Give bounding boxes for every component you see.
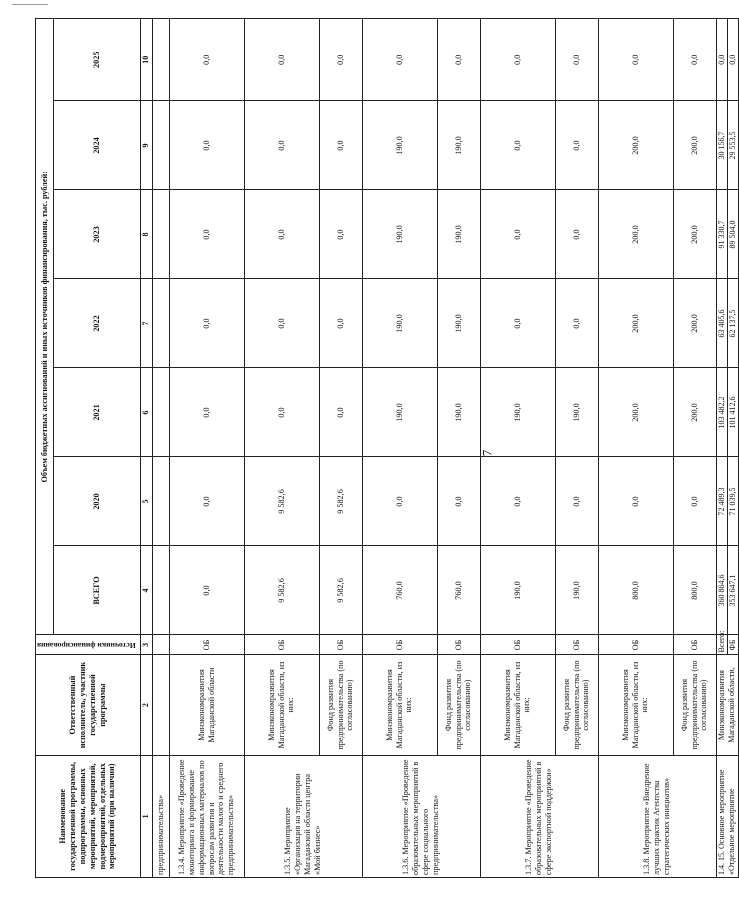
row-value: 0,0 — [480, 190, 555, 279]
row-value: 0,0 — [555, 457, 598, 546]
row-value: 0,0 — [362, 457, 437, 546]
row-source: ОБ — [244, 635, 319, 655]
row-value: 63 405,6 — [716, 279, 727, 368]
row-value — [152, 546, 169, 635]
row-responsible: Минэкономразвития Магаданской области, из них: — [598, 655, 673, 755]
row-source: ОБ — [555, 635, 598, 655]
row-responsible: Минэкономразвития Магаданской области — [169, 655, 244, 755]
row-value: 190,0 — [362, 101, 437, 190]
row-name: 1.4. 15. Основное мероприятие «Отдельное мероприятие — [716, 755, 738, 877]
row-value: 190,0 — [362, 279, 437, 368]
column-number-2: 3 — [140, 635, 152, 655]
row-value: 800,0 — [598, 546, 673, 635]
row-source: ОБ — [480, 635, 555, 655]
row-responsible — [152, 655, 169, 755]
row-value: 190,0 — [437, 101, 480, 190]
column-number-8: 9 — [140, 101, 152, 190]
row-value: 0,0 — [555, 279, 598, 368]
row-value: 0,0 — [319, 190, 362, 279]
row-value: 760,0 — [437, 546, 480, 635]
row-value: 0,0 — [598, 19, 673, 101]
row-value: 0,0 — [169, 546, 244, 635]
row-value: 0,0 — [437, 457, 480, 546]
row-name: предпринимательства» — [152, 755, 169, 877]
row-responsible: Минэкономразвития Магаданской области, из них: — [362, 655, 437, 755]
row-value: 62 137,5 — [727, 279, 738, 368]
row-value: 101 412,6 — [727, 368, 738, 457]
row-value: 72 489,3 — [716, 457, 727, 546]
page-number: 7 — [479, 449, 495, 457]
header-year-4: 2023 — [53, 190, 140, 279]
row-value: 71 039,5 — [727, 457, 738, 546]
table-row — [319, 19, 362, 878]
row-value — [152, 368, 169, 457]
table-row — [244, 19, 319, 878]
row-value: 9 582,6 — [244, 546, 319, 635]
row-value: 91 330,7 — [716, 190, 727, 279]
row-value: 0,0 — [169, 101, 244, 190]
row-value: 0,0 — [727, 19, 738, 101]
table-row — [362, 19, 437, 878]
row-name: 1.3.6. Мероприятие «Проведение образовательных мероприятий в сфере социального предпринимательства» — [362, 755, 480, 877]
row-source: ОБ — [598, 635, 673, 655]
table-row — [555, 19, 598, 878]
row-value: 103 482,2 — [716, 368, 727, 457]
row-value: 0,0 — [362, 19, 437, 101]
row-value: 0,0 — [673, 457, 716, 546]
row-value: 200,0 — [598, 190, 673, 279]
table-row — [598, 19, 673, 878]
row-value — [152, 101, 169, 190]
row-value: 200,0 — [673, 368, 716, 457]
row-value: 0,0 — [480, 279, 555, 368]
row-value: 200,0 — [598, 368, 673, 457]
row-value: 200,0 — [673, 101, 716, 190]
row-value: 200,0 — [598, 279, 673, 368]
header-year-1: 2020 — [53, 457, 140, 546]
row-value — [152, 457, 169, 546]
row-value: 0,0 — [169, 279, 244, 368]
row-value: 89 504,0 — [727, 190, 738, 279]
row-source: ОБ — [362, 635, 437, 655]
table-row — [673, 19, 716, 878]
table-row — [480, 19, 555, 878]
row-value: 0,0 — [244, 279, 319, 368]
row-value: 0,0 — [480, 457, 555, 546]
row-value: 0,0 — [169, 19, 244, 101]
row-value: 190,0 — [555, 546, 598, 635]
row-value — [152, 190, 169, 279]
row-value: 29 553,5 — [727, 101, 738, 190]
row-source: ОБ — [169, 635, 244, 655]
row-value: 190,0 — [437, 190, 480, 279]
column-number-7: 8 — [140, 190, 152, 279]
row-name: 1.3.8. Мероприятие «Внедрение лучших практик Агентства стратегических инициатив» — [598, 755, 716, 877]
rotated-sheet — [35, 18, 737, 878]
row-responsible: Фонд развития предпринимательства (по согласованию) — [673, 655, 716, 755]
row-name: 1.3.7. Мероприятие «Проведение образовательных мероприятий в сфере экспортной поддержки» — [480, 755, 598, 877]
row-value: 9 582,6 — [319, 457, 362, 546]
row-value: 9 582,6 — [319, 546, 362, 635]
row-value: 0,0 — [555, 190, 598, 279]
row-value: 0,0 — [169, 368, 244, 457]
row-value — [152, 279, 169, 368]
row-responsible: Минэкономразвития Магаданской области, из них: — [480, 655, 555, 755]
row-value: 0,0 — [480, 101, 555, 190]
row-value: 190,0 — [362, 190, 437, 279]
header-year-0: ВСЕГО — [53, 546, 140, 635]
row-value: 0,0 — [244, 368, 319, 457]
column-number-5: 6 — [140, 368, 152, 457]
row-value: 0,0 — [555, 19, 598, 101]
row-value: 0,0 — [598, 457, 673, 546]
row-source: ФБ — [727, 635, 738, 655]
row-value: 353 647,1 — [727, 546, 738, 635]
row-name: 1.3.4. Мероприятие «Проведение мониторинга и формирование информационных материалов по вопросам развития и деятельности малого и среднего предпринимательства» — [169, 755, 244, 877]
table-row — [152, 19, 169, 878]
column-number-1: 2 — [140, 655, 152, 755]
row-value: 360 864,6 — [716, 546, 727, 635]
row-value: 190,0 — [480, 368, 555, 457]
column-number-3: 4 — [140, 546, 152, 635]
row-value: 190,0 — [437, 368, 480, 457]
row-value: 200,0 — [673, 279, 716, 368]
funding-table — [35, 18, 739, 878]
row-value: 0,0 — [480, 19, 555, 101]
row-value: 800,0 — [673, 546, 716, 635]
header-year-2: 2021 — [53, 368, 140, 457]
header-responsible: Ответственный исполнитель, участник государственной программы — [36, 655, 141, 755]
header-name: Наименование государственной программы, подпрограммы, основных мероприятий, мероприятий, подмероприятий, отдельных мероприятий (при наличии) — [36, 755, 141, 877]
row-value: 190,0 — [480, 546, 555, 635]
row-value: 0,0 — [437, 19, 480, 101]
row-value: 190,0 — [437, 279, 480, 368]
row-value: 0,0 — [244, 101, 319, 190]
header-source-label: Источники финансирования — [37, 640, 136, 650]
row-responsible: Фонд развития предпринимательства (по согласованию) — [555, 655, 598, 755]
row-source: ОБ — [319, 635, 362, 655]
header-year-5: 2024 — [53, 101, 140, 190]
row-value: 190,0 — [555, 368, 598, 457]
column-number-9: 10 — [140, 19, 152, 101]
row-value — [152, 19, 169, 101]
table-row — [437, 19, 480, 878]
row-value: 30 156,7 — [716, 101, 727, 190]
header-source — [36, 635, 141, 655]
row-source: Всего: — [716, 635, 727, 655]
row-value: 0,0 — [169, 457, 244, 546]
column-number-0: 1 — [140, 755, 152, 877]
row-value: 0,0 — [244, 19, 319, 101]
row-value: 0,0 — [169, 190, 244, 279]
row-source — [152, 635, 169, 655]
row-value: 200,0 — [598, 101, 673, 190]
row-source: ОБ — [437, 635, 480, 655]
row-name: 1.3.5. Мероприятие «Организация на территории Магаданской области центра «Мой бизнес» — [244, 755, 362, 877]
table-row — [169, 19, 244, 878]
row-value: 9 582,6 — [244, 457, 319, 546]
row-value: 0,0 — [319, 19, 362, 101]
column-number-4: 5 — [140, 457, 152, 546]
row-value: 0,0 — [673, 19, 716, 101]
row-value: 0,0 — [319, 279, 362, 368]
row-value: 0,0 — [319, 368, 362, 457]
row-value: 0,0 — [555, 101, 598, 190]
row-responsible: Фонд развития предпринимательства (по согласованию) — [437, 655, 480, 755]
row-value: 0,0 — [244, 190, 319, 279]
row-value: 200,0 — [673, 190, 716, 279]
row-responsible: Фонд развития предпринимательства (по согласованию) — [319, 655, 362, 755]
table-row — [716, 19, 727, 878]
row-source: ОБ — [673, 635, 716, 655]
header-year-3: 2022 — [53, 279, 140, 368]
row-value: 0,0 — [319, 101, 362, 190]
row-responsible: Минэкономразвития Магаданской области, из них: — [244, 655, 319, 755]
row-value: 760,0 — [362, 546, 437, 635]
header-year-6: 2025 — [53, 19, 140, 101]
header-funding-group: Объем бюджетных ассигнований и иных источников финансирования, тыс. рублей: — [36, 19, 54, 635]
column-number-6: 7 — [140, 279, 152, 368]
row-value: 0,0 — [716, 19, 727, 101]
row-value: 190,0 — [362, 368, 437, 457]
scan-edge-mark — [12, 4, 48, 5]
row-responsible: Минэкономразвития Магаданской области, — [716, 655, 738, 755]
